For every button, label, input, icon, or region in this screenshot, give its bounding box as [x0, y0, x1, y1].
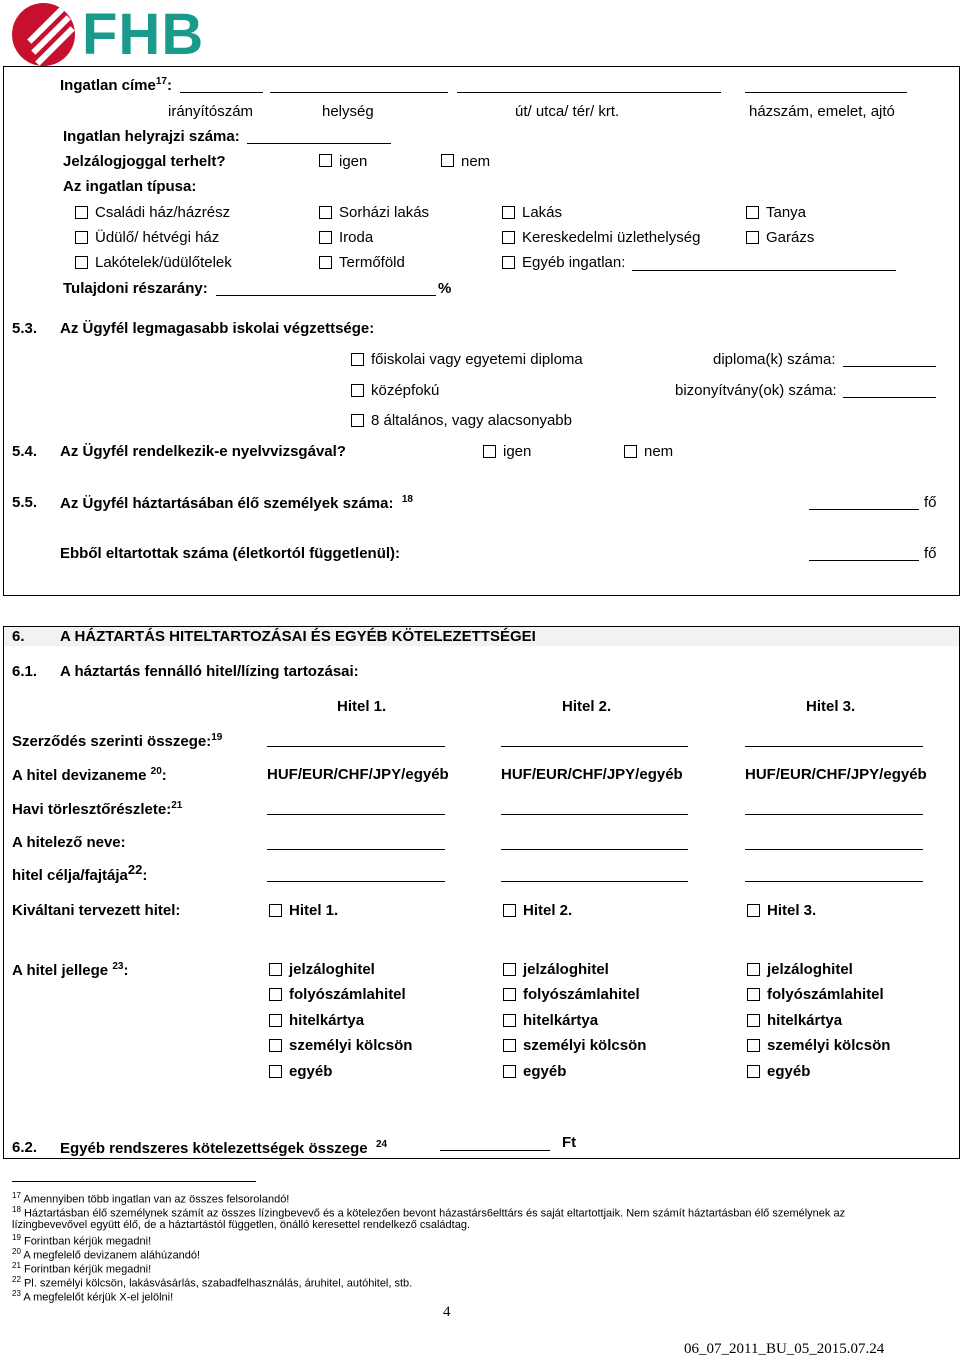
type-checkbox[interactable]: [319, 206, 332, 219]
mortgage-no-label: nem: [461, 153, 491, 170]
persons-unit: fő: [924, 494, 937, 511]
kind-option: hitelkártya: [289, 1012, 365, 1029]
mortgage-yes-checkbox[interactable]: [319, 154, 332, 167]
s61-title: A háztartás fennálló hitel/lízing tartozásai:: [60, 663, 359, 680]
footnote: $^{18}$ Háztartásban élő személynek számít az összes lízingbevevő és a kötelezően bevont házastárs6elttárs és saját eltartottjaik. Nem számít háztartásban élő személynek az: [12, 1205, 846, 1220]
footnote: $^{23}$ A megfelelőt kérjük X-el jelölni!: [12, 1289, 174, 1304]
type-checkbox[interactable]: [75, 256, 88, 269]
language-exam-no-label: nem: [644, 443, 674, 460]
type-checkbox[interactable]: [746, 231, 759, 244]
education-checkbox[interactable]: [351, 384, 364, 397]
footnote: $^{17}$ Amennyiben több ingatlan van az összes felsorolandó!: [12, 1191, 290, 1206]
kind-checkbox[interactable]: [747, 1014, 760, 1027]
kind-option: egyéb: [767, 1063, 811, 1080]
number-field[interactable]: [745, 92, 907, 93]
type-checkbox[interactable]: [319, 256, 332, 269]
type-checkbox[interactable]: [75, 206, 88, 219]
s55-title: Az Ügyfél háztartásában élő személyek száma: $^{18}$: [60, 494, 413, 512]
type-label-item: Sorházi lakás: [339, 204, 430, 221]
zip-field[interactable]: [180, 92, 263, 93]
currency-options[interactable]: HUF/EUR/CHF/JPY/egyéb: [745, 766, 927, 783]
kind-checkbox[interactable]: [269, 988, 282, 1001]
currency-options[interactable]: HUF/EUR/CHF/JPY/egyéb: [501, 766, 683, 783]
ft-unit: Ft: [562, 1134, 577, 1151]
currency-label: A hitel devizaneme $^{20}$:: [12, 766, 167, 784]
language-exam-yes-label: igen: [503, 443, 532, 460]
kind-checkbox[interactable]: [747, 988, 760, 1001]
kind-option: személyi kölcsön: [289, 1037, 413, 1054]
street-caption: út/ utca/ tér/ krt.: [515, 103, 620, 120]
other-obligations-field[interactable]: [440, 1150, 550, 1151]
kind-option: folyószámlahitel: [767, 986, 884, 1003]
kind-checkbox[interactable]: [503, 1014, 516, 1027]
kind-option: jelzáloghitel: [767, 961, 853, 978]
s53-number: 5.3.: [12, 320, 38, 337]
kind-checkbox[interactable]: [747, 1039, 760, 1052]
kind-checkbox[interactable]: [269, 1014, 282, 1027]
zip-caption: irányítószám: [168, 103, 254, 120]
logo-text: FHB: [82, 2, 205, 67]
contract-amount-field[interactable]: [267, 746, 445, 747]
kind-checkbox[interactable]: [269, 1039, 282, 1052]
education-option: 8 általános, vagy alacsonyabb: [371, 412, 572, 429]
kind-option: egyéb: [523, 1063, 567, 1080]
percent-sign: %: [438, 280, 452, 297]
kind-option: személyi kölcsön: [523, 1037, 647, 1054]
kind-checkbox[interactable]: [747, 1065, 760, 1078]
s55-number: 5.5.: [12, 494, 38, 511]
kind-option: folyószámlahitel: [289, 986, 406, 1003]
logo-mark: [12, 3, 75, 66]
kind-checkbox[interactable]: [503, 963, 516, 976]
kind-option: hitelkártya: [767, 1012, 843, 1029]
other-property-field[interactable]: [632, 270, 896, 271]
replace-loan-checkbox[interactable]: [269, 904, 282, 917]
certificate-number-label: bizonyítvány(ok) száma:: [675, 382, 837, 399]
mortgage-no-checkbox[interactable]: [441, 154, 454, 167]
s53-title: Az Ügyfél legmagasabb iskolai végzettsége:: [60, 320, 375, 337]
street-field[interactable]: [457, 92, 721, 93]
document-code: 06_07_2011_BU_05_2015.07.24: [684, 1341, 885, 1357]
lender-field[interactable]: [501, 849, 688, 850]
type-label-item: Kereskedelmi üzlethelység: [522, 229, 701, 246]
kind-option: jelzáloghitel: [289, 961, 375, 978]
footnote: $^{21}$ Forintban kérjük megadni!: [12, 1261, 152, 1276]
type-checkbox[interactable]: [319, 231, 332, 244]
purpose-label: hitel célja/fajtája$^{22}$:: [12, 862, 148, 884]
s62-number: 6.2.: [12, 1139, 38, 1156]
s6-title: A HÁZTARTÁS HITELTARTOZÁSAI ÉS EGYÉB KÖTELEZETTSÉGEI: [60, 628, 536, 645]
dependents-field[interactable]: [809, 560, 919, 561]
kind-checkbox[interactable]: [269, 963, 282, 976]
type-label-item: Garázs: [766, 229, 815, 246]
replace-loan-label: Hitel 3.: [767, 902, 817, 919]
type-label-item: Termőföld: [339, 254, 405, 271]
type-label-item: Üdülő/ hétvégi ház: [95, 229, 220, 246]
diploma-number-label: diploma(k) száma:: [713, 351, 836, 368]
kind-option: hitelkártya: [523, 1012, 599, 1029]
installment-label: Havi törlesztőrészlete:$^{21}$: [12, 800, 183, 818]
lender-label: A hitelező neve:: [12, 834, 126, 851]
number-caption: házszám, emelet, ajtó: [749, 103, 895, 120]
kind-checkbox[interactable]: [503, 1065, 516, 1078]
page-number: 4: [443, 1304, 451, 1320]
footnote-separator: [12, 1181, 256, 1182]
type-label-item: Lakótelek/üdülőtelek: [95, 254, 232, 271]
contract-amount-label: Szerződés szerinti összege:$^{19}$: [12, 732, 223, 750]
lot-field[interactable]: [247, 143, 391, 144]
purpose-field[interactable]: [501, 881, 688, 882]
certificate-number-field[interactable]: [843, 397, 936, 398]
replace-loan-checkbox[interactable]: [747, 904, 760, 917]
replace-loan-label: Hitel 1.: [289, 902, 339, 919]
kind-checkbox[interactable]: [269, 1065, 282, 1078]
contract-amount-field[interactable]: [501, 746, 688, 747]
education-checkbox[interactable]: [351, 353, 364, 366]
contract-amount-field[interactable]: [745, 746, 923, 747]
installment-field[interactable]: [501, 814, 688, 815]
purpose-field[interactable]: [267, 881, 445, 882]
type-label-item: Családi ház/házrész: [95, 204, 231, 221]
dependents-label: Ebből eltartottak száma (életkortól függetlenül):: [60, 545, 401, 562]
installment-field[interactable]: [745, 814, 923, 815]
type-checkbox[interactable]: [502, 231, 515, 244]
kind-option: személyi kölcsön: [767, 1037, 891, 1054]
kind-label: A hitel jellege $^{23}$:: [12, 961, 129, 979]
mortgage-label: Jelzálogjoggal terhelt?: [63, 153, 226, 170]
purpose-field[interactable]: [745, 881, 923, 882]
kind-option: egyéb: [289, 1063, 333, 1080]
lender-field[interactable]: [267, 849, 445, 850]
education-option: középfokú: [371, 382, 440, 399]
replace-label: Kiváltani tervezett hitel:: [12, 902, 181, 919]
education-checkbox[interactable]: [351, 414, 364, 427]
footnote: lízingbevevővel együtt élő, de a háztartástól független, önálló keresettel rendelkező családtag.: [12, 1219, 471, 1231]
s62-title: Egyéb rendszeres kötelezettségek összege $^{24}$: [60, 1139, 388, 1157]
persons-unit: fő: [924, 545, 937, 562]
type-label: Az ingatlan típusa:: [63, 178, 197, 195]
kind-checkbox[interactable]: [503, 988, 516, 1001]
mortgage-yes-label: igen: [339, 153, 368, 170]
kind-option: folyószámlahitel: [523, 986, 640, 1003]
household-size-field[interactable]: [809, 509, 919, 510]
share-label: Tulajdoni részarány:: [63, 280, 208, 297]
type-label-item: Egyéb ingatlan:: [522, 254, 626, 271]
kind-checkbox[interactable]: [747, 963, 760, 976]
s61-number: 6.1.: [12, 663, 38, 680]
type-checkbox[interactable]: [746, 206, 759, 219]
kind-option: jelzáloghitel: [523, 961, 609, 978]
lot-label: Ingatlan helyrajzi száma:: [63, 128, 240, 145]
s54-number: 5.4.: [12, 443, 38, 460]
education-option: főiskolai vagy egyetemi diploma: [371, 351, 583, 368]
currency-options[interactable]: HUF/EUR/CHF/JPY/egyéb: [267, 766, 449, 783]
footnote: $^{19}$ Forintban kérjük megadni!: [12, 1233, 152, 1248]
replace-loan-checkbox[interactable]: [503, 904, 516, 917]
type-checkbox[interactable]: [75, 231, 88, 244]
type-label-item: Lakás: [522, 204, 563, 221]
replace-loan-label: Hitel 2.: [523, 902, 573, 919]
kind-checkbox[interactable]: [503, 1039, 516, 1052]
share-field[interactable]: [216, 295, 436, 296]
diploma-number-field[interactable]: [843, 366, 936, 367]
loan-column-header: Hitel 1.: [337, 698, 387, 715]
type-checkbox[interactable]: [502, 206, 515, 219]
s54-title: Az Ügyfél rendelkezik-e nyelvvizsgával?: [60, 443, 346, 460]
footnote: $^{20}$ A megfelelő devizanem aláhúzandó!: [12, 1247, 201, 1262]
lender-field[interactable]: [745, 849, 923, 850]
installment-field[interactable]: [267, 814, 445, 815]
loan-column-header: Hitel 2.: [562, 698, 612, 715]
type-label-item: Iroda: [339, 229, 374, 246]
language-exam-yes-checkbox[interactable]: [483, 445, 496, 458]
language-exam-no-checkbox[interactable]: [624, 445, 637, 458]
city-field[interactable]: [270, 92, 448, 93]
footnote: $^{22}$ Pl. személyi kölcsön, lakásvásárlás, szabadfelhasználás, áruhitel, autóhitel, stb.: [12, 1275, 413, 1290]
city-caption: helység: [322, 103, 374, 120]
address-label: Ingatlan címe$^{17}$:: [60, 76, 172, 94]
loan-column-header: Hitel 3.: [806, 698, 856, 715]
s6-number: 6.: [12, 628, 25, 645]
type-label-item: Tanya: [766, 204, 807, 221]
type-checkbox[interactable]: [502, 256, 515, 269]
